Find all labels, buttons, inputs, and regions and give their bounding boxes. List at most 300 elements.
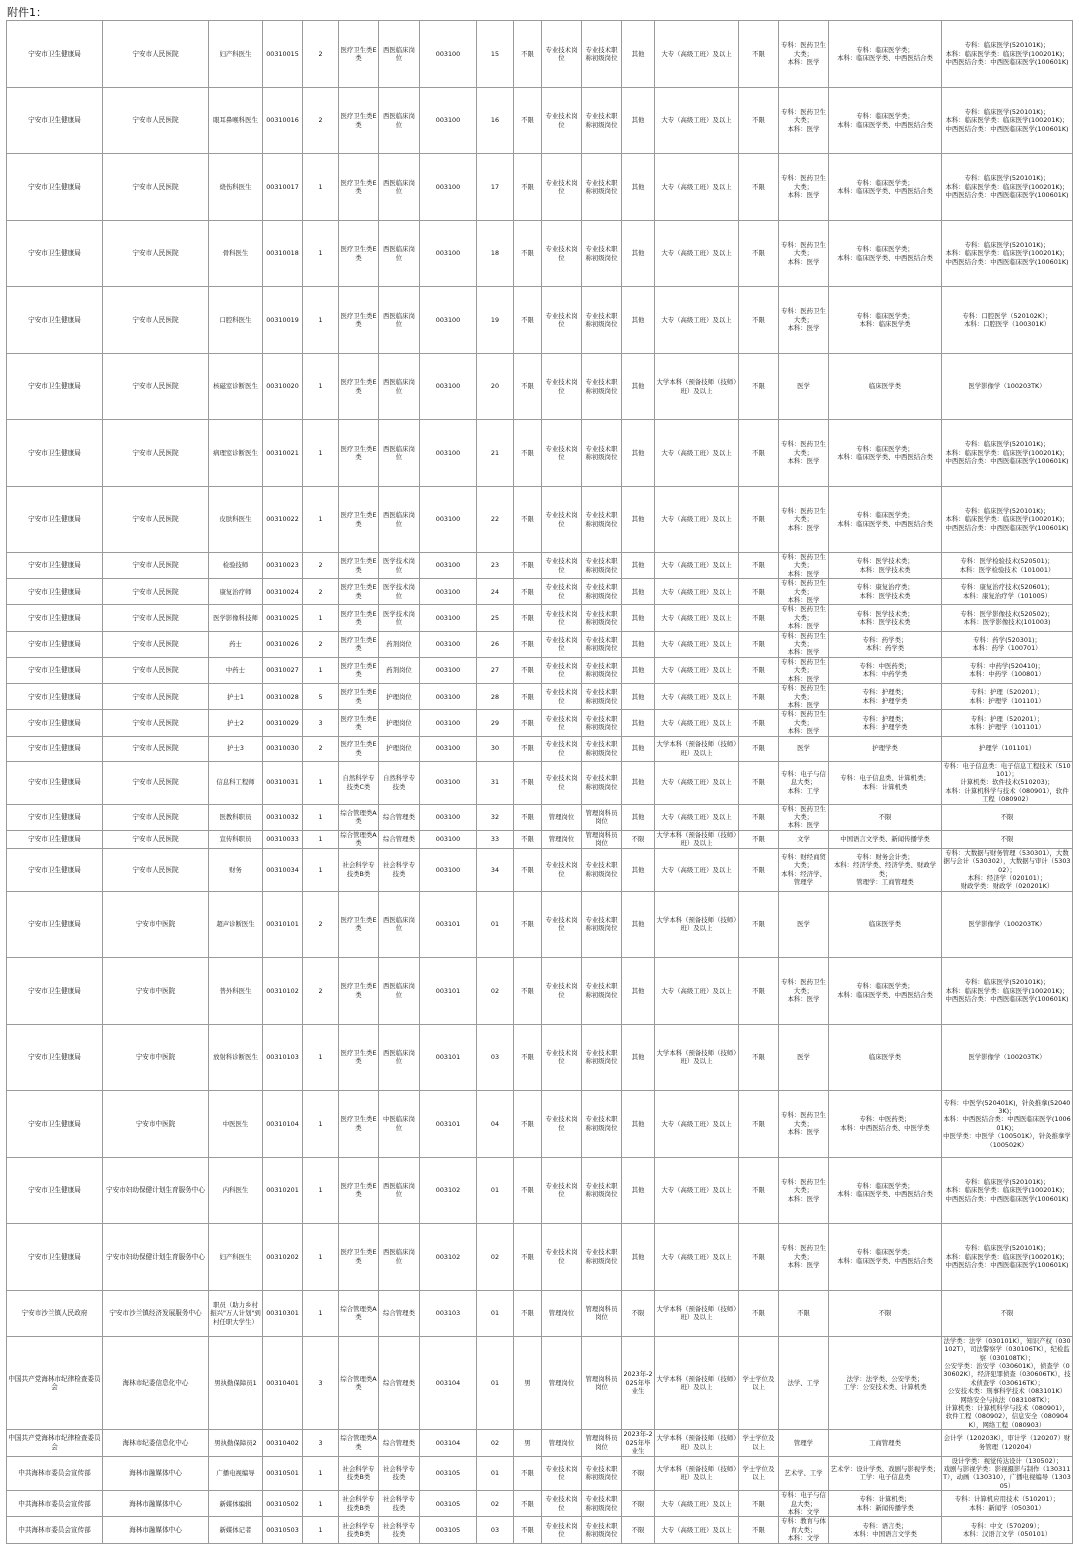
cell-position: 骨科医生 <box>209 221 263 287</box>
cell-major-college: 专科：医药卫生大类； 本科：医学 <box>779 1157 829 1223</box>
cell-headcount: 2 <box>303 21 339 88</box>
table-row <box>7 710 1073 736</box>
cell-education: 大专（高级工班）及以上 <box>655 761 739 804</box>
cell-exam-category: 综合管理类A类 <box>339 804 379 830</box>
cell-major-detail: 设计学类：视觉传达设计（130502）； 戏剧与影视学类：影视摄影与制作（130311T），动画（130310），广播电视编导（130305） <box>943 1456 1071 1490</box>
cell-major-detail: 不限 <box>942 804 1073 830</box>
cell-degree: 不限 <box>739 736 779 761</box>
cell-exam-subcategory: 中医临床岗位 <box>379 1090 420 1157</box>
table-row <box>7 154 1073 221</box>
cell-unit: 宁安市人民医院 <box>103 553 209 579</box>
cell-post-type: 专业技术岗位 <box>542 631 582 657</box>
cell-headcount: 1 <box>303 761 339 804</box>
cell-exam-subcategory: 综合管理类 <box>379 1290 420 1336</box>
cell-position-code: 00310201 <box>263 1157 303 1223</box>
cell-post-level: 专业技术职称初级岗位 <box>582 287 622 354</box>
cell-department: 宁安市卫生健康局 <box>7 88 103 154</box>
cell-post-level: 专业技术职称初级岗位 <box>582 684 622 710</box>
cell-headcount: 2 <box>303 631 339 657</box>
cell-gender: 不限 <box>514 1290 542 1336</box>
cell-post-level: 专业技术职称初级岗位 <box>582 487 622 553</box>
cell-sequence: 03 <box>477 1024 514 1090</box>
cell-post-type: 专业技术岗位 <box>542 21 582 88</box>
cell-post-level: 专业技术职称初级岗位 <box>582 1223 622 1290</box>
cell-exam-category: 医疗卫生类E类 <box>339 221 379 287</box>
cell-unit: 宁安市人民医院 <box>103 88 209 154</box>
cell-gender: 不限 <box>514 736 542 761</box>
cell-sequence: 30 <box>477 736 514 761</box>
cell-major-detail: 专科：临床医学(520101K)； 本科：临床医学类：临床医学(100201K)； 中西医结合类：中西医临床医学(100601K) <box>942 88 1073 154</box>
cell-post-type: 专业技术岗位 <box>542 1491 582 1517</box>
cell-department: 宁安市卫生健康局 <box>7 221 103 287</box>
cell-position: 医教科职员 <box>209 804 263 830</box>
cell-education: 大学本科（预备技师（技师）班）及以上 <box>655 1430 739 1456</box>
cell-exam-category: 医疗卫生类E类 <box>339 1024 379 1090</box>
cell-department: 宁安市卫生健康局 <box>7 848 103 891</box>
cell-gender: 不限 <box>514 221 542 287</box>
cell-post-level: 专业技术职称初级岗位 <box>582 553 622 579</box>
cell-exam-subcategory: 西医临床岗位 <box>379 1024 420 1090</box>
cell-major-detail: 专科：中药学(520410)； 本科：中药学（100801） <box>942 657 1073 683</box>
cell-unit: 宁安市人民医院 <box>103 579 209 605</box>
cell-headcount: 2 <box>303 736 339 761</box>
cell-unit: 宁安市中医院 <box>103 1090 209 1157</box>
cell-headcount: 1 <box>303 1157 339 1223</box>
cell-degree: 不限 <box>739 1157 779 1223</box>
cell-position: 烧伤科医生 <box>209 154 263 221</box>
cell-post-type: 管理岗位 <box>542 1290 582 1336</box>
cell-position-code: 00310030 <box>263 736 303 761</box>
cell-major-college: 专科：医药卫生大类； 本科：医学 <box>779 579 829 605</box>
cell-post-level: 管理岗科员岗位 <box>582 1430 622 1456</box>
cell-position: 男执勤保障员1 <box>209 1336 263 1429</box>
cell-gender: 男 <box>514 1430 542 1456</box>
cell-unit: 宁安市人民医院 <box>103 221 209 287</box>
cell-department: 中国共产党海林市纪律检查委员会 <box>7 1430 103 1456</box>
cell-degree: 不限 <box>739 420 779 487</box>
cell-major-college: 专科：医药卫生大类； 本科：医学 <box>779 287 829 354</box>
cell-post-type: 专业技术岗位 <box>542 1456 582 1491</box>
cell-gender: 不限 <box>514 710 542 736</box>
cell-post-type: 专业技术岗位 <box>542 487 582 553</box>
cell-exam-category: 医疗卫生类E类 <box>339 287 379 354</box>
cell-graduate-requirement: 其他 <box>622 579 655 605</box>
cell-degree: 不限 <box>739 710 779 736</box>
cell-education: 大学本科（预备技师（技师）班）及以上 <box>655 1290 739 1336</box>
cell-sequence: 03 <box>477 1517 514 1543</box>
cell-position-code: 00310023 <box>263 553 303 579</box>
cell-position: 眼耳鼻喉科医生 <box>209 88 263 154</box>
cell-exam-subcategory: 社会科学专技类 <box>379 1491 420 1517</box>
cell-position-code: 00310401 <box>263 1336 303 1429</box>
cell-sequence: 01 <box>477 1336 514 1429</box>
cell-sequence: 28 <box>477 684 514 710</box>
cell-education: 大专（高级工班）及以上 <box>655 154 739 221</box>
cell-degree: 不限 <box>739 1290 779 1336</box>
cell-position: 口腔科医生 <box>209 287 263 354</box>
cell-major-detail: 专科：临床医学(520101K)； 本科：临床医学类：临床医学(100201K)； 中西医结合类：中西医临床医学(100601K) <box>942 221 1073 287</box>
cell-post-type: 专业技术岗位 <box>542 221 582 287</box>
cell-degree: 学士学位及以上 <box>739 1456 779 1491</box>
cell-graduate-requirement: 其他 <box>622 804 655 830</box>
cell-post-type: 管理岗位 <box>542 1430 582 1456</box>
cell-headcount: 1 <box>303 1090 339 1157</box>
cell-sequence: 31 <box>477 761 514 804</box>
cell-exam-category: 综合管理类A类 <box>339 1336 379 1429</box>
table-row <box>7 1430 1073 1456</box>
cell-exam-category: 医疗卫生类E类 <box>339 487 379 553</box>
cell-post-type: 专业技术岗位 <box>542 710 582 736</box>
cell-gender: 不限 <box>514 1024 542 1090</box>
cell-graduate-requirement: 其他 <box>622 736 655 761</box>
cell-graduate-requirement: 其他 <box>622 1024 655 1090</box>
cell-gender: 不限 <box>514 1491 542 1517</box>
cell-department: 宁安市卫生健康局 <box>7 891 103 957</box>
cell-exam-category: 医疗卫生类E类 <box>339 891 379 957</box>
cell-education: 大专（高级工班）及以上 <box>655 1090 739 1157</box>
cell-major-detail: 专科：临床医学(520101K)； 本科：临床医学类：临床医学(100201K)； 中西医结合类：中西医临床医学(100601K) <box>942 1157 1073 1223</box>
cell-unit-code: 003101 <box>420 957 477 1024</box>
cell-education: 大专（高级工班）及以上 <box>655 804 739 830</box>
cell-degree: 不限 <box>739 684 779 710</box>
cell-sequence: 20 <box>477 354 514 420</box>
cell-unit-code: 003101 <box>420 1090 477 1157</box>
cell-post-type: 专业技术岗位 <box>542 957 582 1024</box>
cell-graduate-requirement: 其他 <box>622 1090 655 1157</box>
cell-sequence: 27 <box>477 657 514 683</box>
cell-position: 妇产科医生 <box>209 1223 263 1290</box>
cell-education: 大专（高级工班）及以上 <box>655 287 739 354</box>
cell-unit-code: 003103 <box>420 1290 477 1336</box>
cell-position-code: 00310034 <box>263 848 303 891</box>
cell-exam-category: 综合管理类A类 <box>339 1430 379 1456</box>
cell-post-level: 管理岗科员岗位 <box>582 1336 622 1429</box>
cell-exam-subcategory: 西医临床岗位 <box>379 420 420 487</box>
cell-major-college: 不限 <box>779 1290 829 1336</box>
cell-education: 大专（高级工班）及以上 <box>655 553 739 579</box>
cell-gender: 不限 <box>514 287 542 354</box>
cell-major-college: 专科：医药卫生大类； 本科：医学 <box>779 88 829 154</box>
cell-major-college: 医学 <box>779 891 829 957</box>
cell-degree: 不限 <box>739 830 779 848</box>
cell-sequence: 17 <box>477 154 514 221</box>
cell-unit-code: 003100 <box>420 579 477 605</box>
cell-education: 大专（高级工班）及以上 <box>655 710 739 736</box>
cell-post-type: 专业技术岗位 <box>542 684 582 710</box>
cell-degree: 不限 <box>739 221 779 287</box>
cell-graduate-requirement: 其他 <box>622 848 655 891</box>
cell-headcount: 2 <box>303 88 339 154</box>
cell-major-college: 专科：医药卫生大类； 本科：医学 <box>779 657 829 683</box>
cell-unit: 宁安市人民医院 <box>103 154 209 221</box>
cell-graduate-requirement: 2023年-2025年毕业生 <box>622 1336 655 1429</box>
table-row <box>7 736 1073 761</box>
cell-major-detail: 专科：康复治疗技术(520601)； 本科：康复治疗学（101005） <box>942 579 1073 605</box>
cell-degree: 学士学位及以上 <box>739 1336 779 1429</box>
cell-unit: 宁安市人民医院 <box>103 710 209 736</box>
cell-major-college: 专科：医药卫生大类； 本科：医学 <box>779 1090 829 1157</box>
cell-sequence: 02 <box>477 1491 514 1517</box>
cell-major-college: 专科：医药卫生大类； 本科：医学 <box>779 605 829 631</box>
cell-education: 大专（高级工班）及以上 <box>655 605 739 631</box>
cell-education: 大学本科（预备技师（技师）班）及以上 <box>655 1456 739 1491</box>
cell-gender: 不限 <box>514 1223 542 1290</box>
cell-post-type: 专业技术岗位 <box>542 1517 582 1543</box>
cell-graduate-requirement: 不限 <box>622 1290 655 1336</box>
cell-post-type: 专业技术岗位 <box>542 420 582 487</box>
cell-gender: 不限 <box>514 631 542 657</box>
table-row <box>7 1336 1073 1429</box>
cell-exam-subcategory: 综合管理类 <box>379 1336 420 1429</box>
table-row <box>7 487 1073 553</box>
cell-graduate-requirement: 其他 <box>622 1223 655 1290</box>
cell-position: 病理室诊断医生 <box>209 420 263 487</box>
cell-unit: 宁安市人民医院 <box>103 487 209 553</box>
cell-sequence: 02 <box>477 1430 514 1456</box>
cell-department: 宁安市卫生健康局 <box>7 154 103 221</box>
cell-major-undergrad: 专科：中医药类； 本科：中药学类 <box>829 657 942 683</box>
cell-post-type: 专业技术岗位 <box>542 761 582 804</box>
table-row <box>7 848 1073 891</box>
cell-exam-category: 自然科学专技类C类 <box>339 761 379 804</box>
cell-education: 大专（高级工班）及以上 <box>655 657 739 683</box>
cell-position: 护士2 <box>209 710 263 736</box>
cell-post-level: 管理岗科员岗位 <box>582 804 622 830</box>
cell-exam-subcategory: 医学技术岗位 <box>379 553 420 579</box>
cell-unit-code: 003100 <box>420 848 477 891</box>
cell-position: 护士1 <box>209 684 263 710</box>
cell-major-detail: 医学影像学（100203TK） <box>942 891 1073 957</box>
cell-sequence: 16 <box>477 88 514 154</box>
cell-degree: 不限 <box>739 553 779 579</box>
cell-major-college: 专科：医药卫生大类； 本科：医学 <box>779 21 829 88</box>
cell-gender: 不限 <box>514 1517 542 1543</box>
table-row <box>7 1223 1073 1290</box>
table-row <box>7 605 1073 631</box>
cell-position: 药士 <box>209 631 263 657</box>
cell-unit-code: 003100 <box>420 631 477 657</box>
cell-gender: 不限 <box>514 804 542 830</box>
cell-unit: 宁安市人民医院 <box>103 804 209 830</box>
cell-major-detail: 专科：药学(520301)； 本科：药学（100701） <box>942 631 1073 657</box>
cell-post-level: 专业技术职称初级岗位 <box>582 1491 622 1517</box>
cell-education: 大学本科（预备技师（技师）班）及以上 <box>655 736 739 761</box>
cell-unit: 宁安市人民医院 <box>103 354 209 420</box>
cell-gender: 不限 <box>514 605 542 631</box>
cell-major-college: 医学 <box>779 736 829 761</box>
cell-position: 医学影像科技师 <box>209 605 263 631</box>
cell-post-type: 管理岗位 <box>542 830 582 848</box>
cell-position: 妇产科医生 <box>209 21 263 88</box>
cell-education: 大专（高级工班）及以上 <box>655 1223 739 1290</box>
cell-headcount: 2 <box>303 891 339 957</box>
cell-major-undergrad: 专科：临床医学类； 本科：临床医学类 <box>829 287 942 354</box>
cell-post-level: 专业技术职称初级岗位 <box>582 1024 622 1090</box>
cell-major-undergrad: 专科：临床医学类； 本科：临床医学类、中西医结合类 <box>829 1157 942 1223</box>
cell-major-detail: 法学类：法学（030101K），知识产权（030102T），司法警察学（030106TK），纪检监察（030108TK）； 公安学类：治安学（030601K），侦查学（030602K），经济犯罪侦查（030606TK），技术侦查学（030616TK）； 公安技术类：刑事科学技术（083101K） 网络安全与执法（083108TK）； 计算机类：计算机科学与技术（080901），软件工程（080902），信息安全（080904K），网络工程（080903） <box>943 1336 1071 1429</box>
cell-major-detail: 医学影像学（100203TK） <box>942 354 1073 420</box>
cell-position-code: 00310202 <box>263 1223 303 1290</box>
cell-position-code: 00310102 <box>263 957 303 1024</box>
cell-exam-subcategory: 西医临床岗位 <box>379 154 420 221</box>
cell-degree: 不限 <box>739 487 779 553</box>
cell-sequence: 18 <box>477 221 514 287</box>
cell-degree: 不限 <box>739 957 779 1024</box>
cell-major-detail: 专科：护理（520201）； 本科：护理学（101101） <box>942 684 1073 710</box>
cell-unit-code: 003100 <box>420 804 477 830</box>
cell-position-code: 00310016 <box>263 88 303 154</box>
cell-exam-subcategory: 西医临床岗位 <box>379 957 420 1024</box>
cell-department: 宁安市卫生健康局 <box>7 830 103 848</box>
cell-exam-subcategory: 药剂岗位 <box>379 631 420 657</box>
cell-major-college: 专科：财经商贸大类； 本科：经济学、管理学 <box>779 848 829 891</box>
cell-major-undergrad: 专科：药学类； 本科：药学类 <box>829 631 942 657</box>
cell-post-type: 专业技术岗位 <box>542 848 582 891</box>
cell-major-college: 法学、工学 <box>779 1336 829 1429</box>
cell-sequence: 04 <box>477 1090 514 1157</box>
cell-post-level: 专业技术职称初级岗位 <box>582 579 622 605</box>
cell-degree: 不限 <box>739 804 779 830</box>
cell-exam-category: 社会科学专技类B类 <box>339 1491 379 1517</box>
cell-sequence: 21 <box>477 420 514 487</box>
cell-position: 新媒体编辑 <box>209 1491 263 1517</box>
cell-post-type: 专业技术岗位 <box>542 1024 582 1090</box>
cell-major-college: 医学 <box>779 354 829 420</box>
cell-position-code: 00310502 <box>263 1491 303 1517</box>
cell-unit-code: 003100 <box>420 154 477 221</box>
cell-sequence: 01 <box>477 1290 514 1336</box>
cell-department: 宁安市卫生健康局 <box>7 553 103 579</box>
cell-sequence: 01 <box>477 1456 514 1491</box>
cell-headcount: 1 <box>303 1491 339 1517</box>
cell-post-level: 专业技术职称初级岗位 <box>582 891 622 957</box>
cell-position-code: 00310101 <box>263 891 303 957</box>
cell-graduate-requirement: 其他 <box>622 21 655 88</box>
cell-department: 宁安市卫生健康局 <box>7 354 103 420</box>
cell-gender: 不限 <box>514 684 542 710</box>
cell-degree: 不限 <box>739 1223 779 1290</box>
table-row <box>7 1157 1073 1223</box>
cell-major-undergrad: 专科：医学技术类； 本科：医学技术类 <box>829 605 942 631</box>
cell-department: 宁安市沙兰镇人民政府 <box>7 1290 103 1336</box>
table-row <box>7 1517 1073 1543</box>
cell-post-level: 专业技术职称初级岗位 <box>582 710 622 736</box>
cell-post-level: 专业技术职称初级岗位 <box>582 21 622 88</box>
cell-exam-category: 医疗卫生类E类 <box>339 1090 379 1157</box>
cell-major-undergrad: 中国语言文学类、新闻传播学类 <box>829 830 942 848</box>
cell-department: 中国共产党海林市纪律检查委员会 <box>7 1336 103 1429</box>
cell-post-level: 管理岗科员岗位 <box>582 1290 622 1336</box>
cell-education: 大专（高级工班）及以上 <box>655 88 739 154</box>
table-row <box>7 761 1073 804</box>
cell-headcount: 1 <box>303 221 339 287</box>
cell-major-detail: 专科：临床医学(520101K)； 本科：临床医学类：临床医学(100201K)； 中西医结合类：中西医临床医学(100601K) <box>942 420 1073 487</box>
cell-department: 宁安市卫生健康局 <box>7 957 103 1024</box>
cell-sequence: 01 <box>477 1157 514 1223</box>
cell-exam-category: 综合管理类A类 <box>339 1290 379 1336</box>
table-row <box>7 957 1073 1024</box>
cell-education: 大学本科（预备技师（技师）班）及以上 <box>655 1024 739 1090</box>
cell-unit-code: 003100 <box>420 221 477 287</box>
cell-graduate-requirement: 其他 <box>622 684 655 710</box>
table-row <box>7 804 1073 830</box>
cell-gender: 不限 <box>514 420 542 487</box>
cell-position: 信息科工程师 <box>209 761 263 804</box>
cell-major-college: 管理学 <box>779 1430 829 1456</box>
cell-department: 宁安市卫生健康局 <box>7 736 103 761</box>
cell-position-code: 00310025 <box>263 605 303 631</box>
cell-post-type: 专业技术岗位 <box>542 553 582 579</box>
cell-major-college: 专科：医药卫生大类； 本科：医学 <box>779 553 829 579</box>
cell-major-college: 专科：医药卫生大类； 本科：医学 <box>779 487 829 553</box>
cell-exam-subcategory: 西医临床岗位 <box>379 88 420 154</box>
cell-post-level: 专业技术职称初级岗位 <box>582 1517 622 1543</box>
cell-major-detail: 专科：临床医学(520101K)； 本科：临床医学类：临床医学(100201K)； 中西医结合类：中西医临床医学(100601K) <box>942 154 1073 221</box>
cell-exam-subcategory: 西医临床岗位 <box>379 1223 420 1290</box>
cell-post-type: 专业技术岗位 <box>542 287 582 354</box>
cell-degree: 不限 <box>739 579 779 605</box>
cell-education: 大专（高级工班）及以上 <box>655 1517 739 1543</box>
cell-exam-subcategory: 医学技术岗位 <box>379 579 420 605</box>
cell-gender: 不限 <box>514 657 542 683</box>
cell-exam-category: 医疗卫生类E类 <box>339 579 379 605</box>
cell-post-type: 专业技术岗位 <box>542 605 582 631</box>
cell-exam-category: 社会科学专技类B类 <box>339 1517 379 1543</box>
cell-headcount: 1 <box>303 287 339 354</box>
cell-major-college: 专科：医药卫生大类； 本科：医学 <box>779 420 829 487</box>
cell-unit-code: 003100 <box>420 420 477 487</box>
cell-post-type: 管理岗位 <box>542 804 582 830</box>
cell-education: 大学本科（预备技师（技师）班）及以上 <box>655 891 739 957</box>
cell-unit: 宁安市人民医院 <box>103 848 209 891</box>
cell-post-level: 专业技术职称初级岗位 <box>582 354 622 420</box>
cell-sequence: 24 <box>477 579 514 605</box>
cell-unit-code: 003100 <box>420 553 477 579</box>
cell-sequence: 02 <box>477 957 514 1024</box>
cell-major-college: 艺术学、工学 <box>779 1456 829 1491</box>
cell-graduate-requirement: 其他 <box>622 891 655 957</box>
cell-position: 男执勤保障员2 <box>209 1430 263 1456</box>
cell-sequence: 22 <box>477 487 514 553</box>
table-row <box>7 88 1073 154</box>
table-row <box>7 1290 1073 1336</box>
cell-position: 超声诊断医生 <box>209 891 263 957</box>
cell-degree: 不限 <box>739 631 779 657</box>
cell-unit: 宁安市中医院 <box>103 891 209 957</box>
cell-graduate-requirement: 其他 <box>622 221 655 287</box>
table-row <box>7 420 1073 487</box>
cell-major-detail: 专科：医学影像技术(520502)； 本科：医学影像技术(101003) <box>942 605 1073 631</box>
cell-major-undergrad: 专科：护理类； 本科：护理学类 <box>829 684 942 710</box>
cell-major-college: 专科：医药卫生大类； 本科：医学 <box>779 684 829 710</box>
cell-headcount: 3 <box>303 1336 339 1429</box>
table-row <box>7 830 1073 848</box>
cell-major-undergrad: 专科：临床医学类； 本科：临床医学类、中西医结合类 <box>829 21 942 88</box>
cell-post-level: 管理岗科员岗位 <box>582 830 622 848</box>
table-row <box>7 553 1073 579</box>
cell-major-detail: 专科：计算机应用技术（510201）； 本科：新闻学（050301） <box>942 1491 1073 1517</box>
cell-graduate-requirement: 其他 <box>622 957 655 1024</box>
cell-unit: 宁安市人民医院 <box>103 420 209 487</box>
cell-position-code: 00310402 <box>263 1430 303 1456</box>
cell-major-undergrad: 不限 <box>829 1290 942 1336</box>
cell-exam-subcategory: 护理岗位 <box>379 736 420 761</box>
cell-unit-code: 003100 <box>420 21 477 88</box>
cell-degree: 不限 <box>739 354 779 420</box>
cell-post-level: 专业技术职称初级岗位 <box>582 631 622 657</box>
cell-position-code: 00310019 <box>263 287 303 354</box>
cell-department: 宁安市卫生健康局 <box>7 605 103 631</box>
